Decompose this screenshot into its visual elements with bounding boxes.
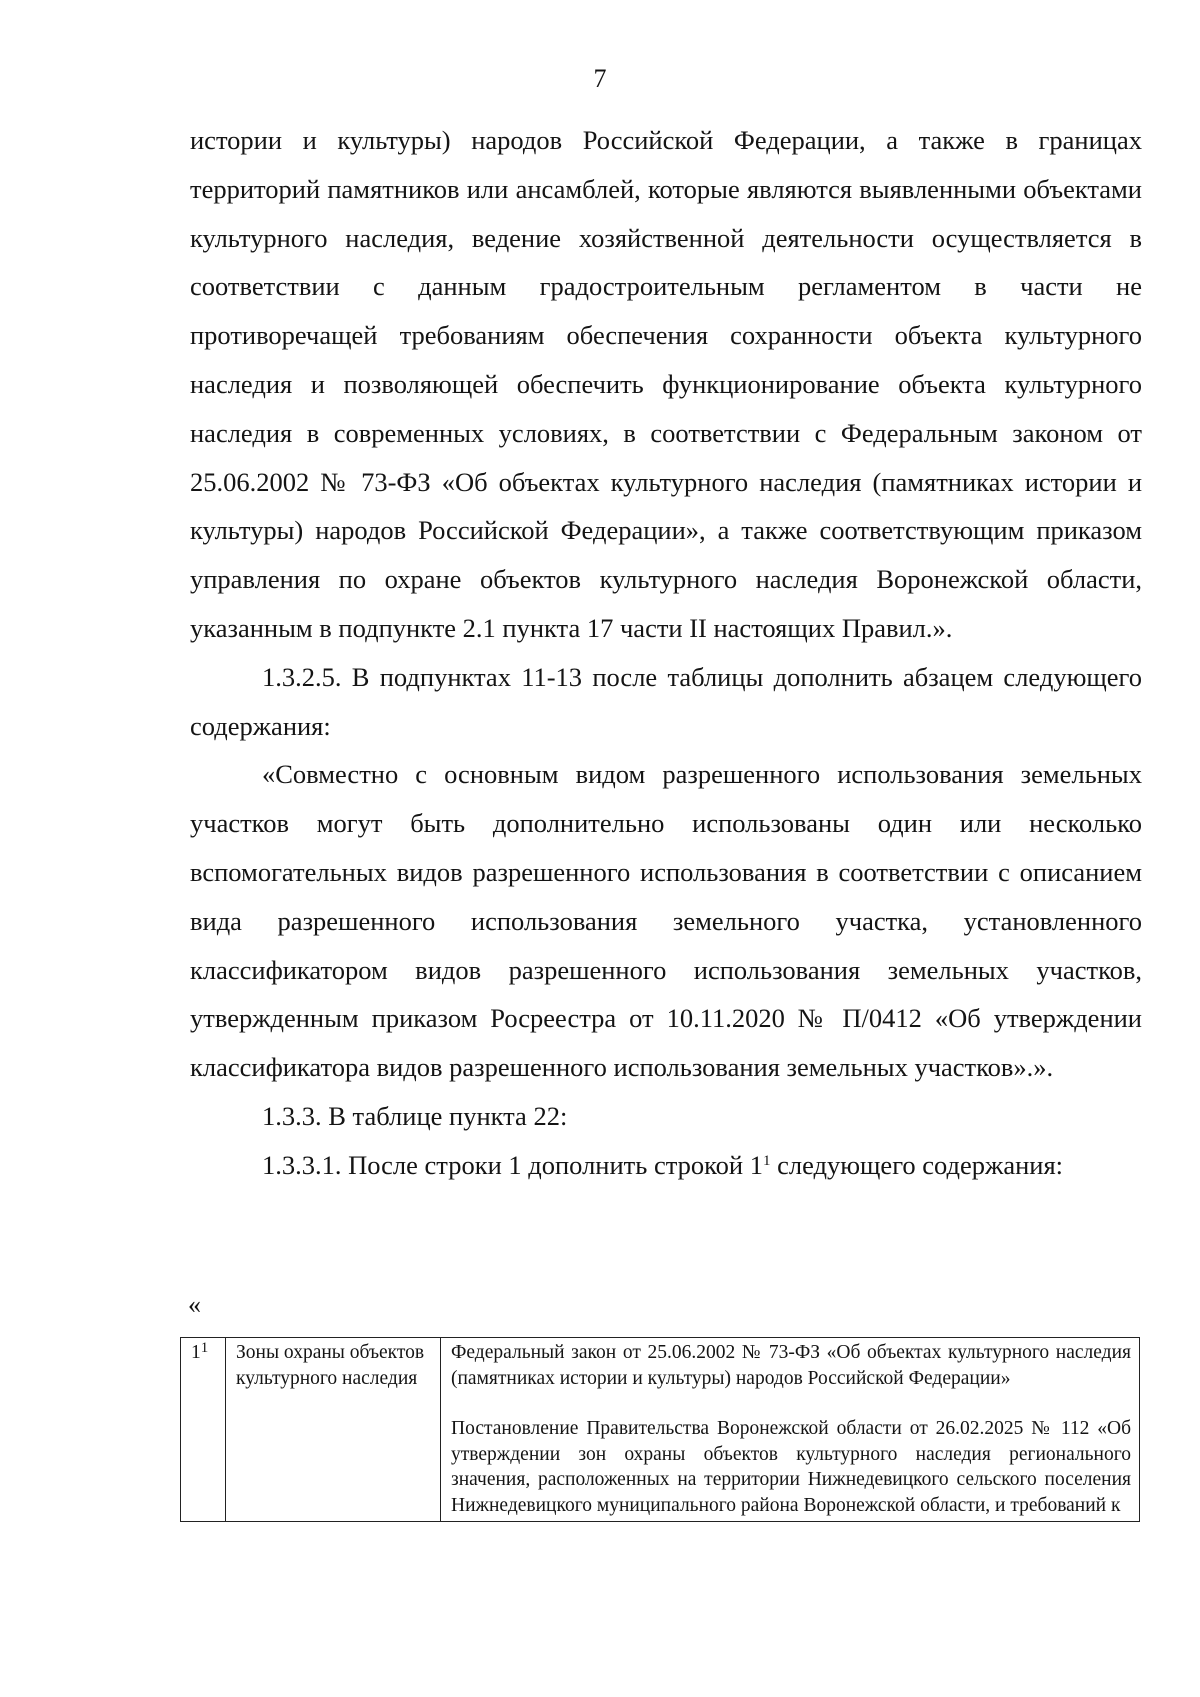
superscript-one: 1 (762, 1152, 771, 1169)
paragraph-continuation: истории и культуры) народов Российской Федерации, а также в границах территорий памятников или ансамблей, которые являются выявленными объектами культурного наследия, ведение хозяйственной деятельности осуществляется в соответствии с данным градостроительным регламентом в части не противоречащей требованиям обеспечения сохранности объекта культурного наследия и позволяющей обеспечить функционирование объекта культурного наследия в современных условиях, в соответствии с Федеральным законом от 25.06.2002 № 73-ФЗ «Об объектах культурного наследия (памятниках истории и культуры) народов Российской Федерации», а также соответствующим приказом управления по охране объектов культурного наследия Воронежской области, указанным в подпункте 2.1 пункта 17 части II настоящих Правил.». (190, 125, 1142, 643)
paragraph-1-3-3-1-after: следующего содержания: (770, 1149, 1064, 1180)
paragraph-1-3-3-1-before: 1.3.3.1. После строки 1 дополнить строкой 1 (262, 1149, 763, 1180)
page-number: 7 (593, 64, 607, 93)
zone-name-cell (226, 1338, 441, 1522)
row-number-cell (181, 1338, 226, 1522)
paragraph-1-3-3-1 (190, 1141, 1142, 1190)
table-row (181, 1338, 1140, 1522)
paragraph-1-3-2-5: 1.3.2.5. В подпунктах 11-13 после таблицы дополнить абзацем следующего содержания: (190, 661, 1142, 741)
zone-name: Зоны охраны объектов культурного наследия (236, 1342, 425, 1389)
opening-quote-mark: « (188, 1290, 201, 1319)
legal-basis-federal-law: Федеральный закон от 25.06.2002 № 73-ФЗ «Об объектах культурного наследия (памятниках истории и культуры) народов Российской Федерации» (451, 1342, 1131, 1389)
row-number: 1 (191, 1342, 201, 1363)
row-number-superscript: 1 (200, 1340, 209, 1356)
paragraph-1-3-3: 1.3.3. В таблице пункта 22: (262, 1100, 568, 1131)
amendment-table (180, 1337, 1140, 1522)
document-body (190, 116, 1142, 1190)
paragraph-quoted-text: «Совместно с основным видом разрешенного использования земельных участков могут быть дополнительно использованы один или несколько вспомогательных видов разрешенного использования в соответствии с описанием вида разрешенного использования земельного участка, установленного классификатором видов разрешенного использования земельных участков, утвержденным приказом Росреестра от 10.11.2020 № П/0412 «Об утверждении классификатора видов разрешенного использования земельных участков».». (190, 759, 1142, 1083)
legal-basis-regional-decree: Постановление Правительства Воронежской области от 26.02.2025 № 112 «Об утверждении зон охраны объектов культурного наследия регионального значения, расположенных на территории Нижнедевицкого сельского поселения Нижнедевицкого муниципального района Воронежской области, и требований к (451, 1418, 1131, 1516)
legal-basis-cell (441, 1338, 1140, 1522)
